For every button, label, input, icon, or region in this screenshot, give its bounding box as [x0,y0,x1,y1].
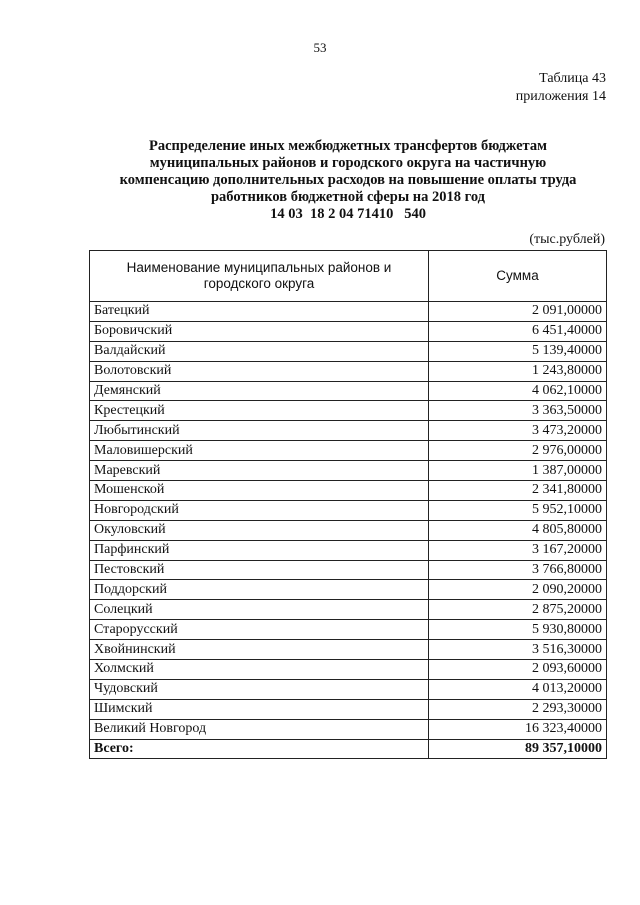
district-sum: 4 805,80000 [429,520,607,540]
table-reference [516,70,606,106]
table-row [90,600,607,620]
table-row [90,421,607,441]
district-name: Старорусский [90,620,429,640]
table-row [90,302,607,322]
district-name: Волотовский [90,361,429,381]
table-row [90,540,607,560]
district-sum: 1 243,80000 [429,361,607,381]
appendix-number: приложения 14 [515,89,606,104]
district-name: Чудовский [90,679,429,699]
district-name: Шимский [90,699,429,719]
district-name: Маревский [90,461,429,481]
table-row [90,321,607,341]
table-header-row [90,251,607,302]
title-line-3: компенсацию дополнительных расходов на повышение оплаты труда [119,172,577,188]
district-sum: 6 451,40000 [429,321,607,341]
table-row [90,361,607,381]
district-sum: 2 091,00000 [429,302,607,322]
district-sum: 2 976,00000 [429,441,607,461]
district-sum: 2 093,60000 [429,660,607,680]
units-label: (тыс.рублей) [529,232,605,247]
district-sum: 1 387,00000 [429,461,607,481]
district-name: Маловишерский [90,441,429,461]
district-sum: 5 139,40000 [429,341,607,361]
district-name: Любытинский [90,421,429,441]
district-name: Парфинский [90,540,429,560]
table-row [90,719,607,739]
table-row [90,640,607,660]
district-name: Крестецкий [90,401,429,421]
table-row [90,441,607,461]
total-row [90,739,607,759]
district-name: Окуловский [90,520,429,540]
document-title [90,138,606,223]
district-sum: 3 766,80000 [429,560,607,580]
district-sum: 2 875,20000 [429,600,607,620]
district-name: Солецкий [90,600,429,620]
district-sum: 5 930,80000 [429,620,607,640]
table-row [90,341,607,361]
district-sum: 4 013,20000 [429,679,607,699]
district-name: Хвойнинский [90,640,429,660]
title-line-2: муниципальных районов и городского округа на частичную [149,155,547,171]
district-sum: 4 062,10000 [429,381,607,401]
district-sum: 2 341,80000 [429,481,607,501]
table-row [90,500,607,520]
district-sum: 2 293,30000 [429,699,607,719]
table-row [90,461,607,481]
header-name: Наименование муниципальных районов и городского округа [90,251,429,302]
table-row [90,560,607,580]
district-sum: 3 516,30000 [429,640,607,660]
district-sum: 2 090,20000 [429,580,607,600]
table-row [90,580,607,600]
district-sum: 16 323,40000 [429,719,607,739]
district-name: Великий Новгород [90,719,429,739]
district-sum: 5 952,10000 [429,500,607,520]
district-sum: 3 167,20000 [429,540,607,560]
table-row [90,699,607,719]
transfers-table [89,250,607,759]
table-row [90,620,607,640]
page-number: 53 [313,40,327,55]
district-name: Валдайский [90,341,429,361]
budget-code: 14 03 18 2 04 71410 540 [270,206,426,222]
district-sum: 3 363,50000 [429,401,607,421]
district-name: Демянский [90,381,429,401]
total-sum: 89 357,10000 [429,739,607,759]
table-row [90,401,607,421]
title-line-1: Распределение иных межбюджетных трансфертов бюджетам [149,138,547,154]
district-name: Холмский [90,660,429,680]
table-row [90,660,607,680]
district-sum: 3 473,20000 [429,421,607,441]
table-row [90,679,607,699]
district-name: Батецкий [90,302,429,322]
table-body [90,302,607,759]
table-number: Таблица 43 [539,71,606,86]
table-row [90,520,607,540]
district-name: Боровичский [90,321,429,341]
title-line-4: работников бюджетной сферы на 2018 год [210,189,486,205]
table-row [90,481,607,501]
district-name: Поддорский [90,580,429,600]
district-name: Новгородский [90,500,429,520]
header-sum: Сумма [429,251,607,302]
total-label: Всего: [90,739,429,759]
table-row [90,381,607,401]
district-name: Пестовский [90,560,429,580]
district-name: Мошенской [90,481,429,501]
